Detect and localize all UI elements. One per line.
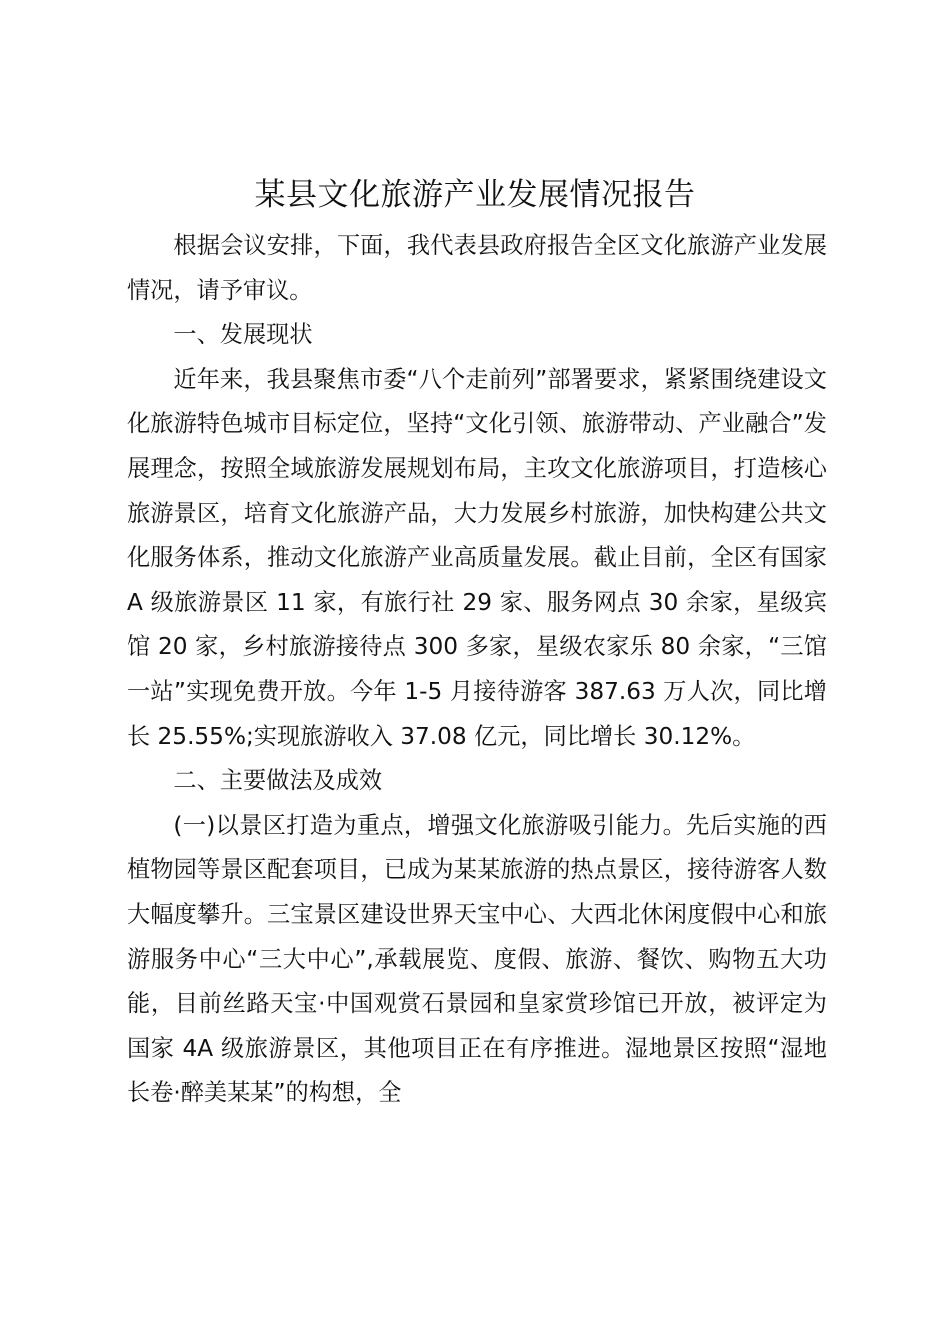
paragraph-status: 近年来，我县聚焦市委“八个走前列”部署要求，紧紧围绕建设文化旅游特色城市目标定位，坚持“文化引领、旅游带动、产业融合”发展理念，按照全域旅游发展规划布局，主攻文化旅游项目，打造核心旅游景区，培育文化旅游产品，大力发展乡村旅游，加快构建公共文化服务体系，推动文化旅游产业高质量发展。截止目前，全区有国家 A 级旅游景区 11 家，有旅行社 29 家、服务网点 30 余家，星级宾馆 20 家，乡村旅游接待点 300 多家，星级农家乐 80 余家，“三馆一站”实现免费开放。今年 1-5 月接待游客 387.63 万人次，同比增长 25.55%;实现旅游收入 37.08 亿元，同比增长 30.12%。 xyxy=(127,365,827,750)
paragraph-intro: 根据会议安排，下面，我代表县政府报告全区文化旅游产业发展情况，请予审议。 xyxy=(127,232,827,304)
paragraph-measures: (一)以景区打造为重点，增强文化旅游吸引能力。先后实施的西植物园等景区配套项目，已成为某某旅游的热点景区，接待游客人数大幅度攀升。三宝景区建设世界天宝中心、大西北休闲度假中心和旅游服务中心“三大中心”,承载展览、度假、旅游、餐饮、购物五大功能，目前丝路天宝·中国观赏石景园和皇家赏珍馆已开放，被评定为国家 4A 级旅游景区，其他项目正在有序推进。湿地景区按照“湿地长卷·醉美某某”的构想，全 xyxy=(127,811,827,1107)
section-heading-status: 一、发展现状 xyxy=(173,321,313,349)
document-title: 某县文化旅游产业发展情况报告 xyxy=(254,177,696,213)
section-heading-measures: 二、主要做法及成效 xyxy=(173,767,383,795)
document-body xyxy=(127,224,827,1116)
